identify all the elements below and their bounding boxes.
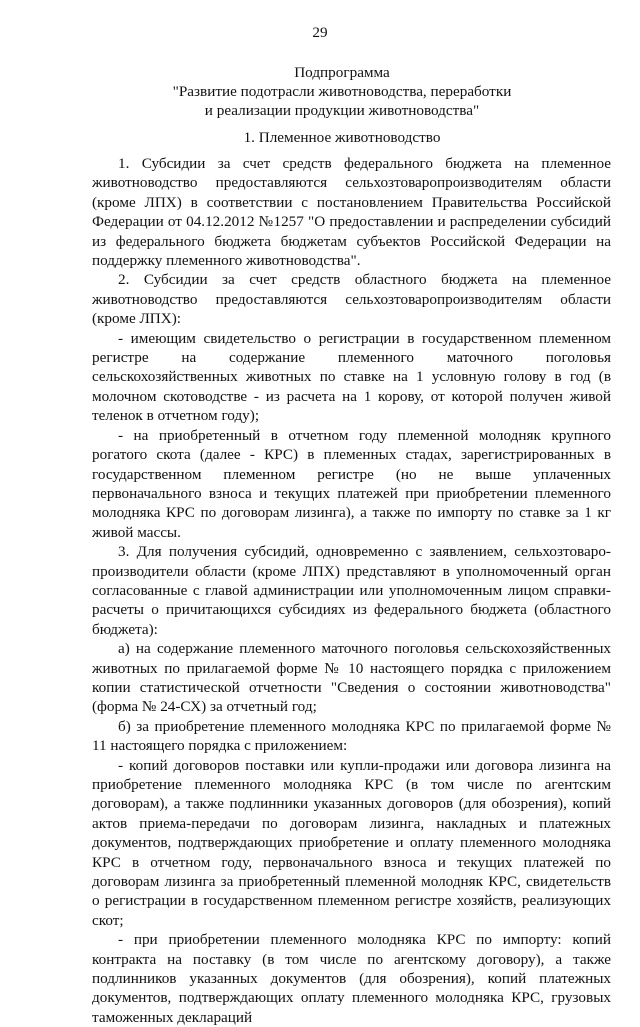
paragraph-2: 2. Субсидии за счет средств областного бюджета на племенное животноводство предоставляются сельхозтоваропроизводителям области (кроме ЛПХ): xyxy=(92,271,611,328)
paragraph-3-item-b-sub-2: - при приобретении племенного молодняка КРС по импорту: копий контракта на поставку (в том числе по агентскому договору), а также подлинников указанных документов (для обозрения), копий платежных документов, подтверждающих оплату племенного молодняка КРС, грузовых таможенных деклараций xyxy=(92,931,611,1026)
document-body xyxy=(92,154,611,1027)
paragraph-3: 3. Для получения субсидий, одновременно с заявлением, сельхозтоваро-производители области (кроме ЛПХ) представляют в уполномоченный орган согласованные с главой администрации или уполномоченным лицом справки-расчеты о причитающихся субсидиях из федерального бюджета (областного бюджета): xyxy=(92,543,611,638)
subprogram-title-line1: "Развитие подотрасли животноводства, переработки xyxy=(172,83,512,100)
section-title: 1. Племенное животноводство xyxy=(243,129,441,146)
paragraph-2-item-1: - имеющим свидетельство о регистрации в государственном племенном регистре на содержание племенного маточного поголовья сельскохозяйственных животных по ставке на 1 условную голову в год (в молочном скотоводстве - из расчета на 1 корову, от которой получен живой теленок в отчетном году); xyxy=(92,329,611,425)
paragraph-3-item-a: а) на содержание племенного маточного поголовья сельскохозяйственных животных по прилагаемой форме № 10 настоящего порядка с приложением копии статистической отчетности "Сведения о состоянии животноводства" (форма № 24-СХ) за отчетный год; xyxy=(92,640,611,716)
paragraph-3-item-b: б) за приобретение племенного молодняка КРС по прилагаемой форме № 11 настоящего порядка с приложением: xyxy=(92,717,611,755)
subprogram-title-line2: и реализации продукции животноводства" xyxy=(204,102,480,119)
paragraph-1: 1. Субсидии за счет средств федерального бюджета на племенное животноводство предоставляются сельхозтоваропроизводителям области (кроме ЛПХ) в соответствии с постановлением Правительства Российской Федерации от 04.12.2012 №1257 "О предоставлении и распределении субсидий из федерального бюджета бюджетам субъектов Российской Федерации на поддержку племенного животноводства". xyxy=(92,155,611,270)
paragraph-3-item-b-sub-1: - копий договоров поставки или купли-продажи или договора лизинга на приобретение племенного молодняка КРС (в том числе по агентским договорам), а также подлинники указанных договоров (для обозрения), копий актов приема-передачи по договорам лизинга, накладных и платежных документов, подтверждающих приобретение и оплату племенного молодняка КРС в отчетном году, первоначального взноса и текущих платежей по договорам лизинга за приобретенный племенной молодняк КРС, свидетельств о регистрации в государственном племенном регистре хозяйств, реализующих скот; xyxy=(92,756,611,929)
subprogram-label: Подпрограмма xyxy=(294,64,390,81)
page-number: 29 xyxy=(312,24,328,41)
paragraph-2-item-2: - на приобретенный в отчетном году племенной молодняк крупного рогатого скота (далее - КРС) в племенных стадах, зарегистрированных в государственном племенном регистре (но не выше уплаченных первоначального взноса и текущих платежей при приобретении племенного молодняка КРС по договорам лизинга), а также по импорту по ставке за 1 кг живой массы. xyxy=(92,426,611,541)
